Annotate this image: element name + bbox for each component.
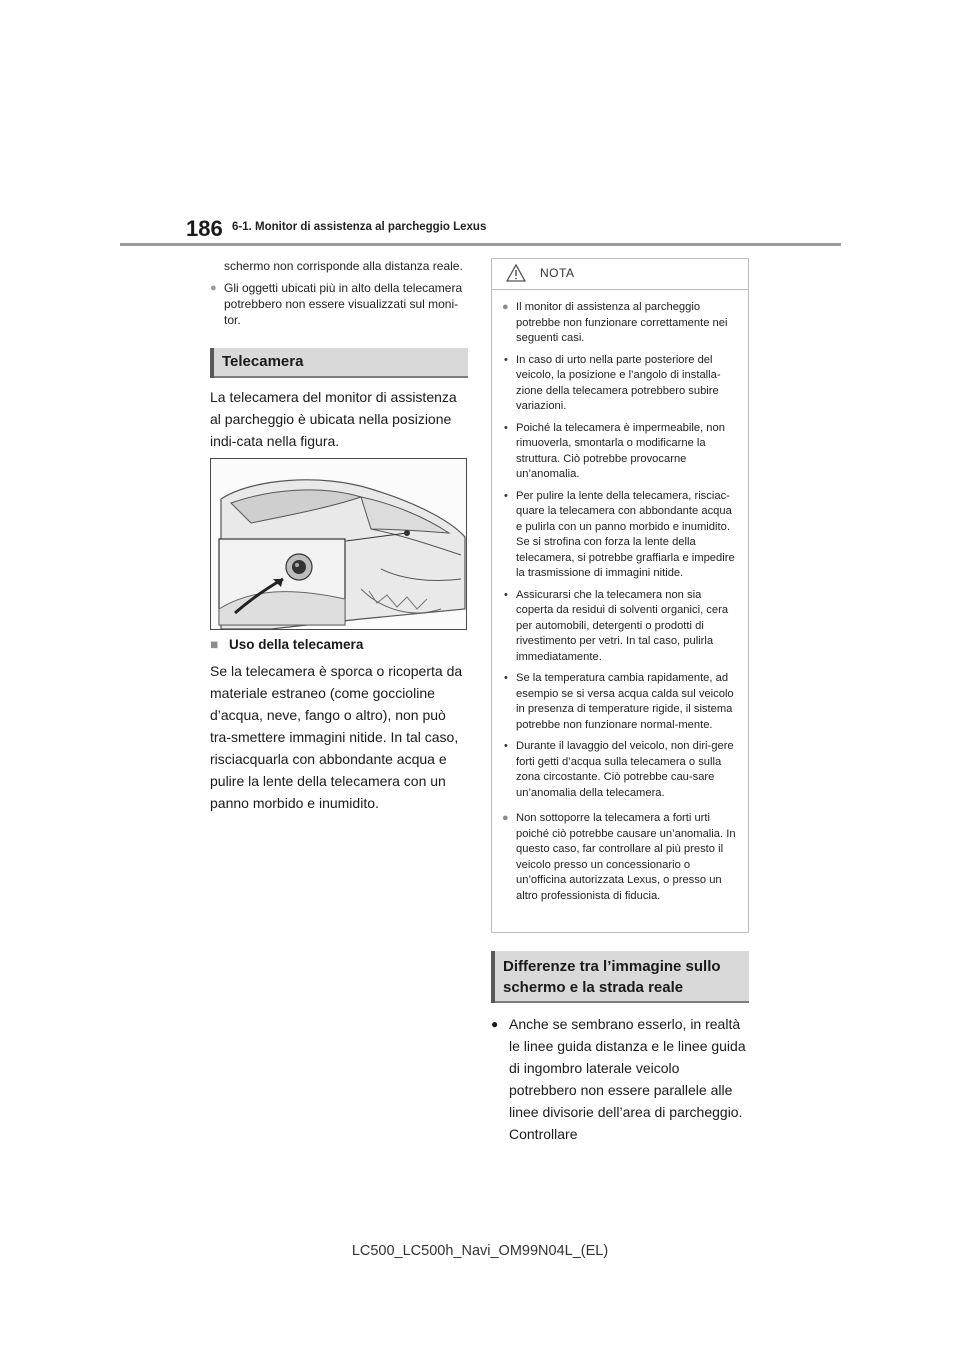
note-sub-item	[502, 739, 738, 801]
note-header	[492, 259, 748, 290]
subheading-text: Uso della telecamera	[229, 637, 364, 652]
note-item-text: Il monitor di assistenza al parcheggio potrebbe non funzionare correttamente nei seguenti casi.	[516, 301, 728, 344]
intro-paragraph: La telecamera del monitor di assistenza al parcheggio è ubicata nella posizione indi-cata nella figura.	[210, 389, 457, 449]
bullet-item	[210, 280, 469, 328]
sub-bullet: •	[504, 489, 508, 502]
camera-location-figure	[210, 458, 467, 630]
note-sub-item	[502, 489, 738, 582]
note-sub-item	[502, 588, 738, 666]
camera-usage-paragraph: Se la telecamera è sporca o ricoperta da materiale estraneo (come goccioline d’acqua, neve, fango o altro), non può tra-smettere immagini nitide. In tal caso, risciacquarla con abbondante acqua e pulire la lente della telecamera con un panno morbido e inumidito.	[210, 663, 463, 811]
sub-bullet: •	[504, 740, 508, 752]
note-item	[502, 811, 738, 904]
note-sub-text: Assicurarsi che la telecamera non sia coperta da residui di solventi organici, cera per automobili, detergenti o prodotti di rivestimento per vetri. In tal caso, pulirla immediatamente.	[516, 588, 729, 663]
sub-bullet: •	[504, 588, 508, 601]
subheading	[210, 637, 363, 652]
sub-bullet: •	[504, 672, 508, 684]
section-title-telecamera: Telecamera	[210, 348, 468, 378]
bullet-dot-icon: ●	[491, 1017, 499, 1031]
document-code: LC500_LC500h_Navi_OM99N04L_(EL)	[351, 1243, 609, 1259]
note-title: NOTA	[540, 266, 575, 280]
header-rule	[120, 243, 841, 246]
bullet-dot-icon: ●	[502, 812, 509, 824]
note-sub-item	[502, 353, 738, 415]
continued-text: schermo non corrisponde alla distanza reale.	[224, 259, 463, 273]
note-sub-item	[502, 671, 738, 733]
note-item-text: Non sottoporre la telecamera a forti urti poiché ciò potrebbe causare un’anomalia. In questo caso, far controllare al più presto il veicolo presso un concessionario o un’officina autorizzata Lexus, o presso un altro professionista di fiducia.	[516, 812, 736, 902]
note-box	[491, 258, 749, 933]
note-sub-item	[502, 421, 738, 483]
section-title-differences	[491, 951, 749, 1003]
section-title-line: schermo e la strada reale	[503, 979, 684, 996]
car-rear-illustration	[211, 459, 467, 630]
note-body	[492, 290, 748, 904]
sub-bullet: •	[504, 353, 508, 366]
note-sub-text: Durante il lavaggio del veicolo, non diri-gere forti getti d’acqua sulla telecamera o sulla zona circostante. Ciò potrebbe cau-sare un’anomalia della telecamera.	[516, 740, 734, 799]
bullet-dot-icon: ●	[210, 282, 217, 294]
sub-bullet: •	[504, 421, 508, 434]
note-sub-text: Se la temperatura cambia rapidamente, ad esempio se si versa acqua calda sul veicolo in presenza di temperature rigide, il sistema potrebbe non funzionare normal-mente.	[516, 672, 734, 731]
note-item	[502, 300, 738, 347]
note-sub-text: Per pulire la lente della telecamera, risciac-quare la telecamera con abbondante acqua e pulirla con un panno morbido e inumidito. Se si strofina con forza la lente della telecamera, si potrebbe graffiarla e impedire la trasmissione di immagini nitide.	[516, 489, 735, 579]
section-header: 6-1. Monitor di assistenza al parcheggio Lexus	[232, 221, 487, 233]
bullet-item	[491, 1013, 749, 1145]
section-title-line: Differenze tra l’immagine sullo	[503, 958, 721, 975]
warning-icon	[506, 264, 526, 282]
square-bullet-icon: ■	[210, 637, 219, 652]
bullet-dot-icon: ●	[502, 301, 509, 313]
note-sub-text: Poiché la telecamera è impermeabile, non rimuoverla, smontarla o modificarne la struttura. Ciò potrebbe provocarne un’anomalia.	[516, 421, 725, 480]
note-sub-text: In caso di urto nella parte posteriore del veicolo, la posizione e l’angolo di installa-zione della telecamera potrebbero subire variazioni.	[516, 353, 721, 412]
bullet-text: Anche se sembrano esserlo, in realtà le linee guida distanza e le linee guida di ingombro laterale veicolo potrebbero non essere parallele alle linee divisorie dell’area di parcheggio. Controllare	[509, 1016, 746, 1142]
page-number: 186	[186, 216, 223, 241]
bullet-text: Gli oggetti ubicati più in alto della telecamera potrebbero non essere visualizzati sul moni-tor.	[224, 281, 463, 327]
